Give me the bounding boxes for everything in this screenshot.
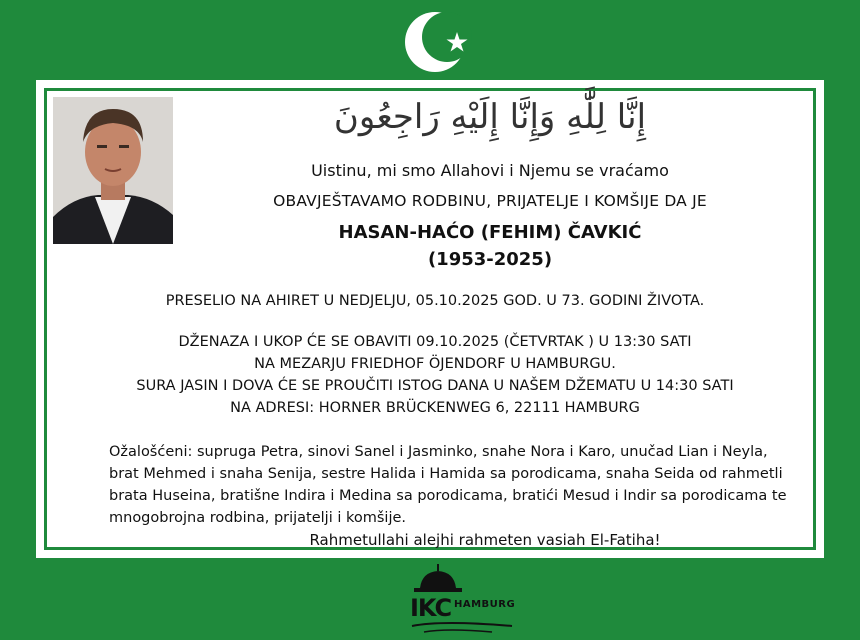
arabic-verse: إِنَّا لِلَّٰهِ وَإِنَّا إِلَيْهِ رَاجِعُونَ xyxy=(333,97,647,137)
funeral-line: NA ADRESI: HORNER BRÜCKENWEG 6, 22111 HAMBURG xyxy=(230,400,640,416)
obituary-panel xyxy=(36,80,824,558)
crescent-star-icon xyxy=(395,6,475,78)
mourners-list xyxy=(109,441,793,529)
obituary-frame xyxy=(44,88,816,550)
announcement-text: OBAVJEŠTAVAMO RODBINU, PRIJATELJE I KOMŠIJE DA JE xyxy=(273,192,707,210)
closing-prayer: Rahmetullahi alejhi rahmeten vasiah El-Fatiha! xyxy=(309,531,661,549)
passing-text: PRESELIO NA AHIRET U NEDJELJU, 05.10.2025 GOD. U 73. GODINI ŽIVOTA. xyxy=(165,293,705,309)
funeral-info xyxy=(57,331,813,419)
funeral-line: SURA JASIN I DOVA ĆE SE PROUČITI ISTOG DANA U NAŠEM DŽEMATU U 14:30 SATI xyxy=(136,378,734,394)
translation-text: Uistinu, mi smo Allahovi i Njemu se vraćamo xyxy=(311,161,669,180)
funeral-line: NA MEZARJU FRIEDHOF ÖJENDORF U HAMBURGU. xyxy=(254,356,616,372)
mourners-line: mnogobrojna rodbina, prijatelji i komšije. xyxy=(109,510,407,526)
deceased-name: HASAN-HAĆO (FEHIM) ČAVKIĆ xyxy=(338,222,642,243)
mourners-line: Ožalošćeni: supruga Petra, sinovi Sanel i Jasminko, snahe Nora i Karo, unučad Lian i Neyla, xyxy=(109,444,768,460)
portrait-photo xyxy=(53,97,173,244)
mourners-line: brat Mehmed i snaha Senija, sestre Halida i Hamida sa porodicama, snaha Seida od rahmetli xyxy=(109,466,783,482)
ikc-hamburg-logo xyxy=(402,562,522,636)
mourners-line: brata Huseina, bratišne Indira i Medina sa porodicama, bratići Mesud i Indir sa porodicama te xyxy=(109,488,787,504)
funeral-line: DŽENAZA I UKOP ĆE SE OBAVITI 09.10.2025 (ČETVRTAK ) U 13:30 SATI xyxy=(178,334,692,350)
logo-subtext: HAMBURG xyxy=(454,599,516,610)
life-years: (1953-2025) xyxy=(427,249,553,270)
logo-text: IKC xyxy=(410,594,452,622)
